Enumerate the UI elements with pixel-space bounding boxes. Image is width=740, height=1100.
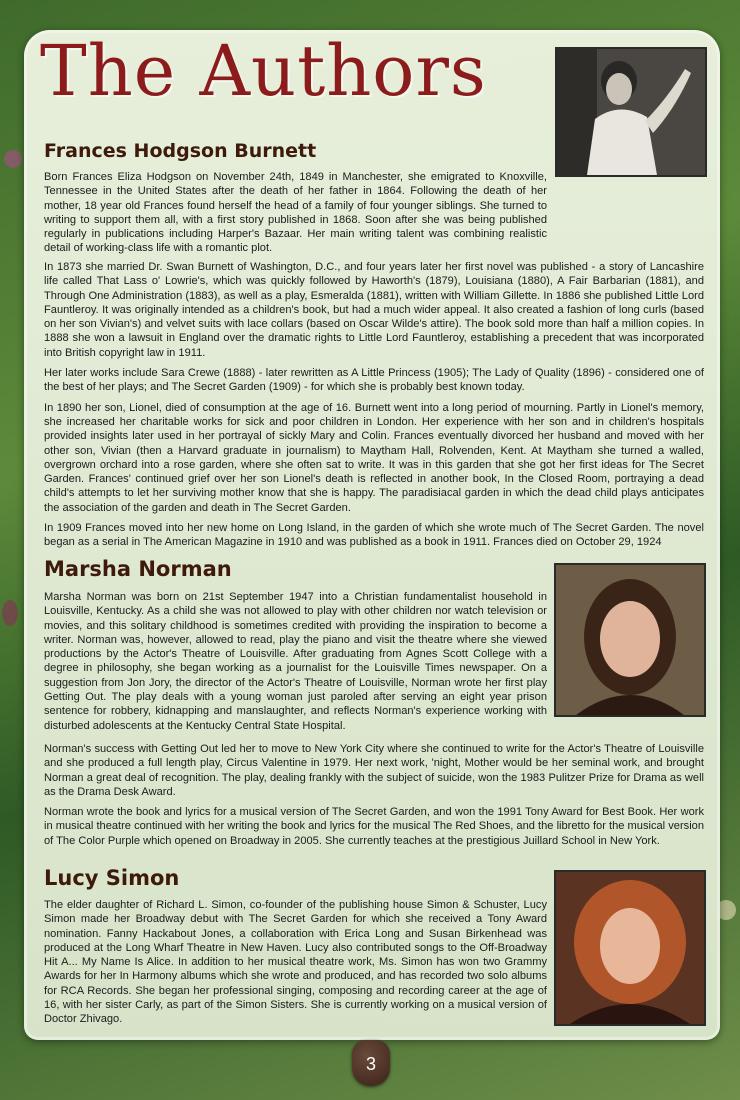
- simon-heading: Lucy Simon: [44, 866, 180, 890]
- page-title: The Authors: [40, 30, 487, 112]
- norman-photo: [554, 563, 706, 717]
- simon-para-1: The elder daughter of Richard L. Simon, co-founder of the publishing house Simon & Schuster, Lucy Simon made her Broadway debut with The Secret Garden for which she received a Tony Award nomination. Fanny Hackabout Jones, a collaboration with Erica Long and Susan Birkenhead was produced at the Long Wharf Theatre in New Haven. Lucy also contributed songs to the Off-Broadway Hit A... My Name Is Alice. In addition to her musical theatre work, Ms. Simon has won two Grammy Awards for her In Harmony albums which she wrote and produced, and has recorded two solo albums for RCA Records. She began her professional singing, composing and recording career at the age of 16, with her sister Carly, as part of the Simon Sisters. She is currently working on a musical version of Doctor Zhivago.: [44, 899, 547, 1026]
- page-number-badge: [352, 1040, 390, 1086]
- simon-photo: [554, 870, 706, 1026]
- burnett-para-1: Born Frances Eliza Hodgson on November 24th, 1849 in Manchester, she emigrated to Knoxville, Tennessee in the United States after the death of her father in 1864. Following the death of her mother, 18 year old Frances found herself the head of a family of four younger siblings. She turned to writing to support them all, with a first story published in 1868. Soon after she was being published regularly in publications including Harper's Bazaar. Her main writing talent was combining realistic detail of working-class life with a romantic plot.: [44, 171, 547, 255]
- burnett-para-5: In 1909 Frances moved into her new home on Long Island, in the garden of which she wrote much of The Secret Garden. The novel began as a serial in The American Magazine in 1910 and was published as a book in 1911. Frances died on October 29, 1924: [44, 522, 704, 549]
- norman-para-1: Marsha Norman was born on 21st September 1947 into a Christian fundamentalist household in Louisville, Kentucky. As a child she was not allowed to play with other children nor watch television or movies, and this solitary childhood is sometimes credited with providing the inspiration to become a writer. Norman was, however, allowed to read, play the piano and visit the theatre where she viewed productions by the Actor's Theatre of Louisville. After graduating from Agnes Scott College with a degree in philosophy, she began working as a journalist for the Louisville Times newspaper. On a suggestion from Jon Jory, the director of the Actor's Theatre of Louisville, Norman wrote her first play Getting Out. The play deals with a young woman just paroled after serving an eight year prison sentence for robbery, kidnapping and manslaughter, and reflects Norman's experience working with disturbed adolescents at the Kentucky Central State Hospital.: [44, 591, 547, 732]
- burnett-para-2: In 1873 she married Dr. Swan Burnett of Washington, D.C., and four years later her first novel was published - a story of Lancashire life called That Lass o' Lowrie's, which was quickly followed by Haworth's (1879), Louisiana (1880), A Fair Barbarian (1881), and Through One Administration (1883), as well as a play, Esmeralda (1881), written with William Gillette. In 1886 she published Little Lord Fauntleroy. It was originally intended as a children's book, but had a much wider appeal. It also created a fashion of long curls (based on her son Vivian's) and velvet suits with lace collars (based on Oscar Wilde's attire). The book sold more than half a million copies. In 1888 she won a lawsuit in England over the dramatic rights to Little Lord Fauntleroy, establishing a precedent that was incorporated into British copyright law in 1911.: [44, 261, 704, 359]
- page-number: 3: [365, 1054, 376, 1074]
- burnett-para-3: Her later works include Sara Crewe (1888) - later rewritten as A Little Princess (1905); The Lady of Quality (1896) - considered one of the best of her plays; and The Secret Garden (1909) - for which she is probably best known today.: [44, 367, 704, 394]
- burnett-para-4: In 1890 her son, Lionel, died of consumption at the age of 16. Burnett went into a long period of mourning. Partly in Lionel's memory, she increased her charitable works for sick and poor children in London. Her experience with her son and in children's hospitals provided insights later used in her portrayal of sickly Mary and Colin. Frances eventually divorced her husband and moved with her other son, Vivian (then a Harvard graduate in journalism) to Maytham Hall, Rolvenden, Kent. At Maytham she turned a walled, overgrown orchard into a rose garden, where she often sat to write. It was in this garden that she got her first ideas for The Secret Garden. Frances' continued grief over her son Lionel's death is reflected in another book, In the Closed Room, portraying a dead child's attempts to let her surviving mother know that she is happy. The paradisiacal garden in which the dead child plays anticipates the association of the garden and death in The Secret Garden.: [44, 401, 704, 514]
- norman-heading: Marsha Norman: [44, 557, 232, 581]
- simon-bio: [44, 898, 547, 1033]
- norman-bio: [44, 590, 547, 739]
- burnett-heading: Frances Hodgson Burnett: [44, 140, 317, 162]
- norman-para-2: Norman's success with Getting Out led her to move to New York City where she continued to write for the Actor's Theatre of Louisville and she produced a full length play, Circus Valentine in 1979. Her next work, 'night, Mother would be her seminal work, and brought Norman a great deal of recognition. The play, dealing frankly with the subject of suicide, won the 1983 Pulitzer Prize for Drama as well as the Drama Desk Award.: [44, 743, 704, 798]
- norman-bio-cont: [44, 742, 704, 854]
- burnett-bio: [44, 170, 547, 262]
- burnett-photo: [555, 47, 707, 177]
- burnett-bio-cont: [44, 260, 704, 556]
- norman-para-3: Norman wrote the book and lyrics for a musical version of The Secret Garden, and won the 1991 Tony Award for Best Book. Her work in musical theatre continued with her writing the book and lyrics for the musical The Red Shoes, and the libretto for the musical version of The Color Purple which opened on Broadway in 2005. She currently teaches at the prestigious Juillard School in New York.: [44, 806, 704, 847]
